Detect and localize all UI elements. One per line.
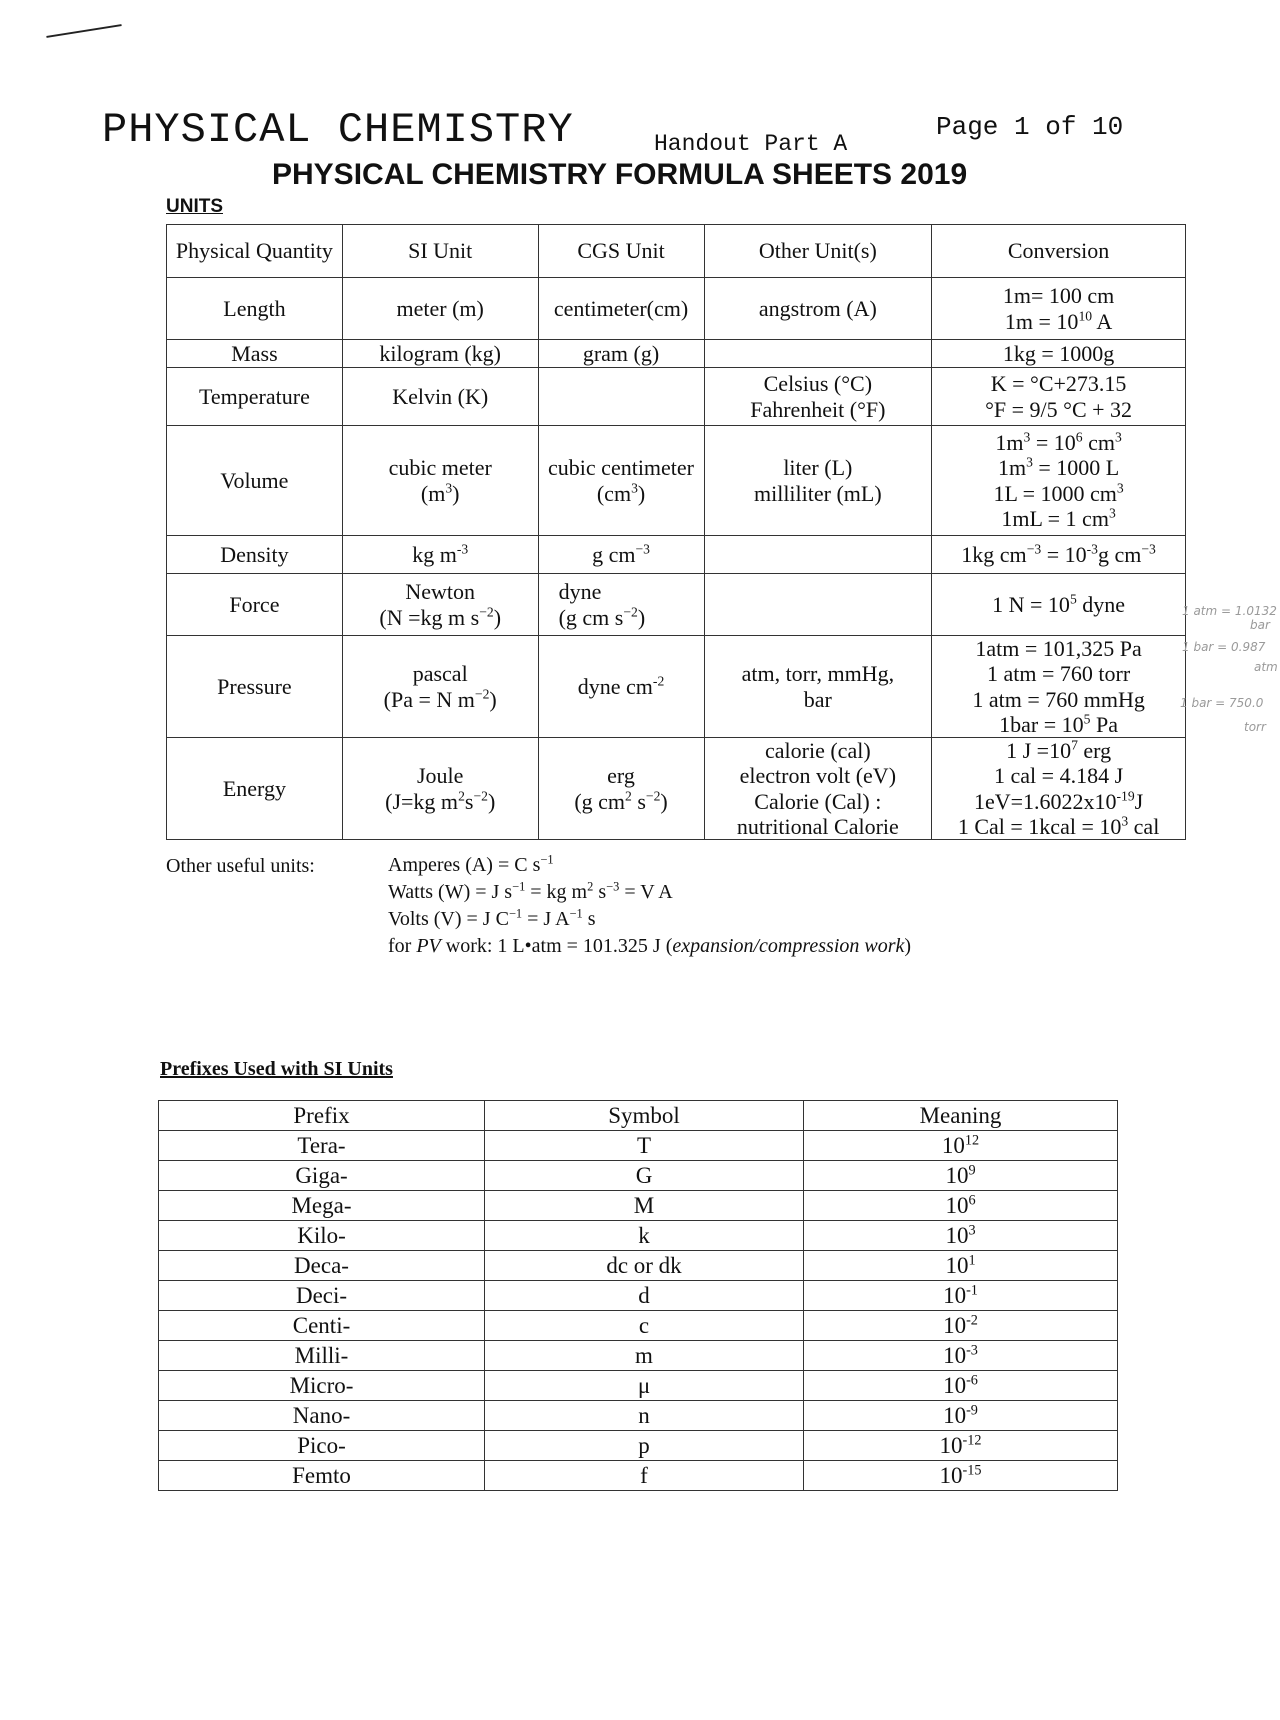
units-table: [166, 224, 1186, 840]
units-header-row: [167, 225, 1186, 278]
table-row: [159, 1311, 1118, 1341]
col-header-conversion: Conversion: [932, 225, 1186, 278]
conv-temperature: K = °C+273.15 °F = 9/5 °C + 32: [932, 368, 1186, 426]
prefix-symbol: M: [485, 1191, 804, 1221]
si-density: kg $m^{-3}$: [342, 536, 538, 574]
other-mass: [704, 340, 932, 368]
prefixes-section-label: Prefixes Used with SI Units: [160, 1058, 393, 1080]
si-volume: cubic meter $(m^3)$: [342, 426, 538, 536]
conv-length: 1m= 100 cm $1m = 10^{10}$ A: [932, 278, 1186, 340]
prefix-symbol: f: [485, 1461, 804, 1491]
table-row: [159, 1281, 1118, 1311]
conv-force: 1 $N = 10^5$ dyne: [932, 574, 1186, 636]
si-mass: kilogram (kg): [342, 340, 538, 368]
prefix-meaning: $10^{-2}$: [804, 1311, 1118, 1341]
other-pressure: atm, torr, mmHg, bar: [704, 636, 932, 738]
prefix-symbol: k: [485, 1221, 804, 1251]
prefix-name: Kilo-: [159, 1221, 485, 1251]
table-row: [159, 1431, 1118, 1461]
cgs-force: dyne (g cm $s^{-2}$): [538, 574, 704, 636]
cgs-density: g $cm^{-3}$: [538, 536, 704, 574]
si-energy: Joule (J=kg $m^2s^{-2}$): [342, 738, 538, 840]
prefix-name: Mega-: [159, 1191, 485, 1221]
quantity-density: Density: [167, 536, 343, 574]
prefixes-table: [158, 1100, 1118, 1491]
cgs-pressure: dyne $cm^{-2}$: [538, 636, 704, 738]
table-row: [159, 1461, 1118, 1491]
col-header-si: SI Unit: [342, 225, 538, 278]
prefix-symbol: c: [485, 1311, 804, 1341]
table-row: [159, 1191, 1118, 1221]
prefix-name: Femto: [159, 1461, 485, 1491]
prefix-symbol: n: [485, 1401, 804, 1431]
col-header-cgs: CGS Unit: [538, 225, 704, 278]
prefix-meaning: $10^{12}$: [804, 1131, 1118, 1161]
margin-note: atm: [1254, 660, 1278, 674]
col-header-other: Other Unit(s): [704, 225, 932, 278]
margin-note: torr: [1244, 720, 1266, 734]
margin-note: bar: [1250, 618, 1270, 632]
page-number: Page 1 of 10: [936, 112, 1124, 142]
row-length: [167, 278, 1186, 340]
table-row: [159, 1341, 1118, 1371]
stray-pen-mark: [46, 24, 121, 38]
page-title: PHYSICAL CHEMISTRY FORMULA SHEETS 2019: [272, 158, 968, 191]
pv-work-definition: for PV work: 1 L•atm = 101.325 J (expansion/compression work): [388, 935, 912, 957]
table-row: [159, 1221, 1118, 1251]
prefix-symbol: G: [485, 1161, 804, 1191]
si-temperature: Kelvin (K): [342, 368, 538, 426]
col-header-quantity: Physical Quantity: [167, 225, 343, 278]
quantity-mass: Mass: [167, 340, 343, 368]
prefix-symbol: μ: [485, 1371, 804, 1401]
table-row: [159, 1251, 1118, 1281]
prefix-meaning: $10^3$: [804, 1221, 1118, 1251]
prefix-name: Deca-: [159, 1251, 485, 1281]
header-title: PHYSICAL CHEMISTRY: [102, 106, 574, 154]
other-units-label: Other useful units:: [166, 855, 315, 877]
prefix-name: Micro-: [159, 1371, 485, 1401]
col-header-symbol: Symbol: [485, 1101, 804, 1131]
volts-definition: Volts (V) = J $C^{-1} = J$ $A^{-1}$ s: [388, 906, 596, 930]
row-mass: [167, 340, 1186, 368]
si-force: Newton (N =kg m $s^{-2}$): [342, 574, 538, 636]
prefix-meaning: $10^{-6}$: [804, 1371, 1118, 1401]
other-force: [704, 574, 932, 636]
quantity-temperature: Temperature: [167, 368, 343, 426]
prefix-meaning: $10^9$: [804, 1161, 1118, 1191]
prefix-meaning: $10^{-12}$: [804, 1431, 1118, 1461]
prefix-name: Pico-: [159, 1431, 485, 1461]
prefix-meaning: $10^{-1}$: [804, 1281, 1118, 1311]
amperes-definition: Amperes (A) = C $s^{-1}$: [388, 852, 554, 876]
prefix-name: Giga-: [159, 1161, 485, 1191]
prefix-symbol: m: [485, 1341, 804, 1371]
other-density: [704, 536, 932, 574]
col-header-meaning: Meaning: [804, 1101, 1118, 1131]
other-units-list: [388, 852, 911, 960]
table-row: [159, 1131, 1118, 1161]
header-subtitle: Handout Part A: [654, 131, 848, 157]
col-header-prefix: Prefix: [159, 1101, 485, 1131]
quantity-pressure: Pressure: [167, 636, 343, 738]
watts-definition: Watts (W) = J $s^{-1}$ = kg $m^2$ $s^{-3} = V$ A: [388, 879, 673, 903]
prefix-symbol: p: [485, 1431, 804, 1461]
si-pressure: pascal (Pa = N $m^{-2}$): [342, 636, 538, 738]
conv-pressure: 1atm = 101,325 Pa 1 atm = 760 torr 1 atm = 760 mmHg $1bar = 10^5$ Pa: [932, 636, 1186, 738]
quantity-length: Length: [167, 278, 343, 340]
row-volume: [167, 426, 1186, 536]
prefix-symbol: dc or dk: [485, 1251, 804, 1281]
quantity-force: Force: [167, 574, 343, 636]
conv-density: 1kg $cm^{-3} = 10^{-3}g$ $cm^{-3}$: [932, 536, 1186, 574]
row-force: [167, 574, 1186, 636]
row-pressure: [167, 636, 1186, 738]
prefix-symbol: T: [485, 1131, 804, 1161]
other-length: angstrom (A): [704, 278, 932, 340]
row-temperature: [167, 368, 1186, 426]
table-row: [159, 1401, 1118, 1431]
conv-energy: 1 $J =10^7$ erg 1 cal = 4.184 J $1eV=1.6022x10^{-19}J$ 1 Cal = 1kcal = $10^3$ cal: [932, 738, 1186, 840]
quantity-volume: Volume: [167, 426, 343, 536]
cgs-volume: cubic centimeter $(cm^3)$: [538, 426, 704, 536]
table-row: [159, 1161, 1118, 1191]
prefix-name: Tera-: [159, 1131, 485, 1161]
cgs-energy: erg (g $cm^2$ $s^{-2}$): [538, 738, 704, 840]
margin-note: 1 bar = 750.0: [1180, 696, 1264, 710]
cgs-length: centimeter(cm): [538, 278, 704, 340]
cgs-mass: gram (g): [538, 340, 704, 368]
margin-note: 1 atm = 1.0132: [1182, 604, 1277, 618]
row-density: [167, 536, 1186, 574]
cgs-temperature: [538, 368, 704, 426]
si-length: meter (m): [342, 278, 538, 340]
prefix-meaning: $10^{-3}$: [804, 1341, 1118, 1371]
table-row: [159, 1371, 1118, 1401]
prefix-name: Deci-: [159, 1281, 485, 1311]
prefix-name: Centi-: [159, 1311, 485, 1341]
other-temperature: Celsius (°C) Fahrenheit (°F): [704, 368, 932, 426]
margin-note: 1 bar = 0.987: [1182, 640, 1266, 654]
conv-mass: 1kg = 1000g: [932, 340, 1186, 368]
prefix-name: Milli-: [159, 1341, 485, 1371]
prefix-meaning: $10^1$: [804, 1251, 1118, 1281]
quantity-energy: Energy: [167, 738, 343, 840]
prefix-name: Nano-: [159, 1401, 485, 1431]
prefix-meaning: $10^{-15}$: [804, 1461, 1118, 1491]
prefixes-header-row: [159, 1101, 1118, 1131]
other-energy: calorie (cal) electron volt (eV) Calorie (Cal) : nutritional Calorie: [704, 738, 932, 840]
prefix-symbol: d: [485, 1281, 804, 1311]
units-section-label: UNITS: [166, 196, 223, 217]
prefix-meaning: $10^6$: [804, 1191, 1118, 1221]
other-volume: liter (L) milliliter (mL): [704, 426, 932, 536]
prefix-meaning: $10^{-9}$: [804, 1401, 1118, 1431]
conv-volume: $1m^3 = 10^6$ $cm^3$ $1m^3 = 1000$ L 1L = 1000 $cm^3$ 1mL = 1 $cm^3$: [932, 426, 1186, 536]
row-energy: [167, 738, 1186, 840]
